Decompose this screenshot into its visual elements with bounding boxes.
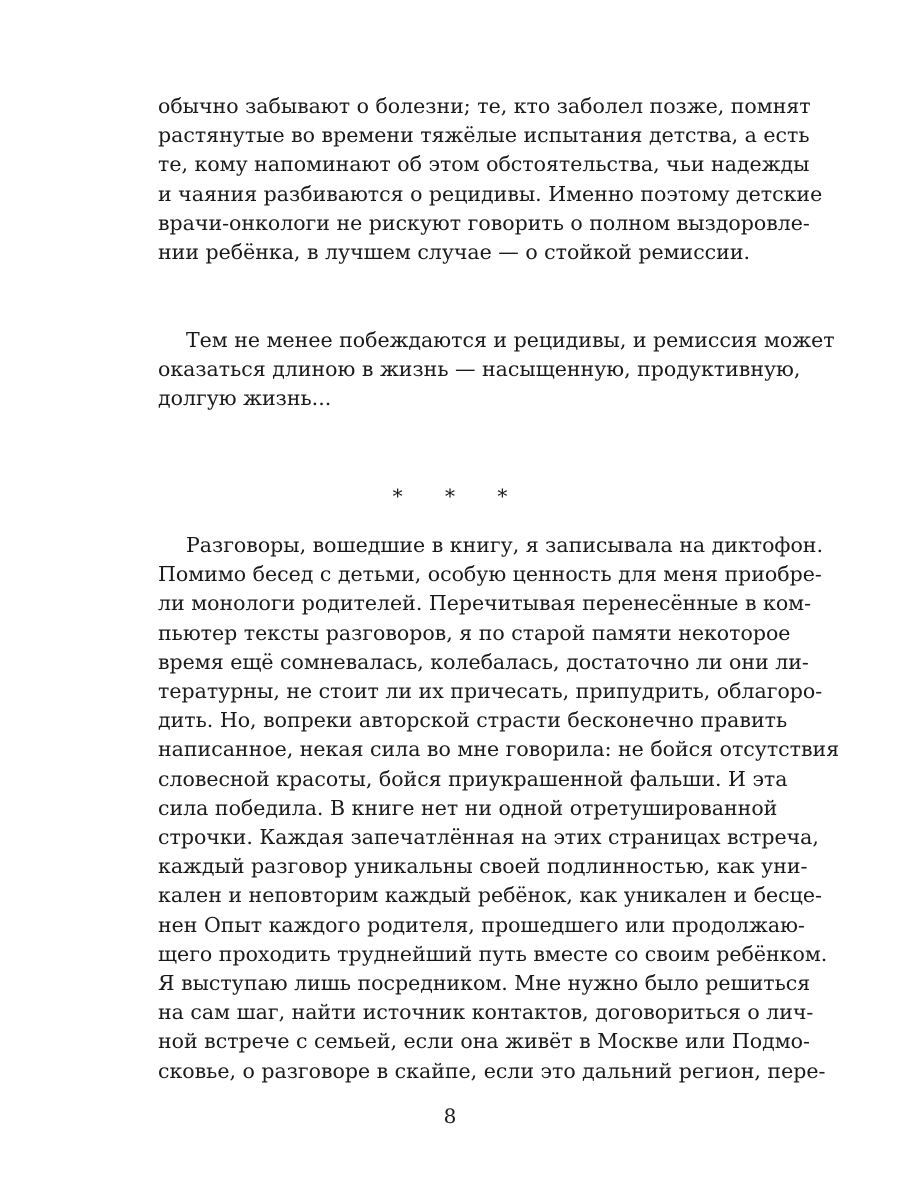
text-line: нии ребёнка, в лучшем случае — о стойкой ремиссии.	[158, 240, 751, 265]
text-line: Помимо бесед с детьми, особую ценность для меня приобре-	[158, 562, 822, 587]
text-line: Тем не менее побеждаются и рецидивы, и ремиссия может	[186, 328, 835, 352]
paragraph-remission	[158, 326, 835, 414]
text-line: нен Опыт каждого родителя, прошедшего или продолжаю-	[158, 912, 805, 937]
text-line: сковье, о разговоре в скайпе, если это дальний регион, пере-	[158, 1058, 826, 1083]
text-line: ли монологи родителей. Перечитывая перенесённые в ком-	[158, 591, 812, 616]
text-line: сила победила. В книге нет ни одной отретушированной	[158, 795, 778, 820]
page-number: 8	[443, 1104, 457, 1128]
text-line: дить. Но, вопреки авторской страсти бесконечно править	[158, 708, 788, 733]
text-line: ной встрече с семьей, если она живёт в Москве или Подмо-	[158, 1029, 810, 1054]
text-line: Разговоры, вошедшие в книгу, я записывала на диктофон.	[186, 533, 823, 557]
text-line: каждый разговор уникальны своей подлинностью, как уни-	[158, 854, 808, 879]
text-line: строчки. Каждая запечатлённая на этих страницах встреча,	[158, 825, 819, 850]
text-line: врачи-онкологи не рискуют говорить о полном выздоровле-	[158, 210, 810, 235]
text-line: долгую жизнь...	[158, 386, 332, 411]
text-line: пьютер тексты разговоров, я по старой памяти некоторое	[158, 620, 791, 645]
text-line: на сам шаг, найти источник контактов, договориться о лич-	[158, 1000, 814, 1025]
text-line: растянутые во времени тяжёлые испытания детства, а есть	[158, 123, 810, 148]
paragraph-conversations	[158, 531, 840, 1086]
text-line: кален и неповторим каждый ребёнок, как уникален и бесце-	[158, 883, 822, 908]
text-line: обычно забывают о болезни; те, кто заболел позже, помнят	[158, 94, 811, 118]
text-line: и чаяния разбиваются о рецидивы. Именно поэтому детские	[158, 181, 823, 206]
text-line: время ещё сомневалась, колебалась, достаточно ли они ли-	[158, 649, 809, 674]
text-line: тературны, не стоит ли их причесать, припудрить, облагоро-	[158, 679, 823, 704]
paragraph-continued	[158, 92, 823, 267]
text-line: Я выступаю лишь посредником. Мне нужно было решиться	[158, 971, 811, 996]
text-line: те, кому напоминают об этом обстоятельства, чьи надежды	[158, 152, 810, 177]
section-separator: * * *	[392, 484, 526, 508]
text-line: оказаться длиною в жизнь — насыщенную, продуктивную,	[158, 357, 801, 382]
text-line: словесной красоты, бойся приукрашенной фальши. И эта	[158, 766, 788, 791]
text-line: щего проходить труднейший путь вместе со своим ребёнком.	[158, 941, 828, 966]
text-line: написанное, некая сила во мне говорила: не бойся отсутствия	[158, 737, 840, 762]
